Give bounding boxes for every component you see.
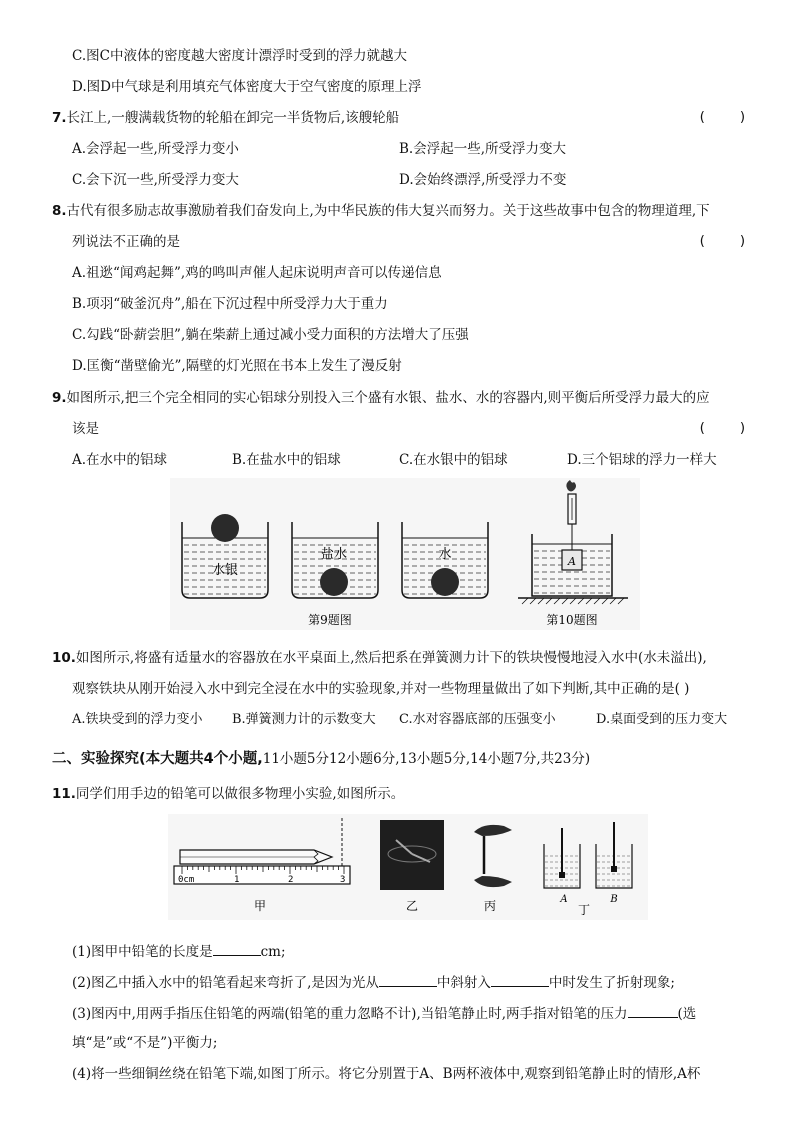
q7-option-a: A.会浮起一些,所受浮力变小 (72, 141, 239, 157)
q7-stem-text: 长江上,一艘满载货物的轮船在卸完一半货物后,该艘轮船 (66, 110, 400, 126)
q11-figure (168, 814, 648, 920)
q10-option-d: D.桌面受到的压力变大 (596, 712, 728, 727)
q11-part-1-unit: cm; (260, 944, 286, 960)
ruler-tick-3: 3 (340, 875, 346, 885)
q10-number: 10. (52, 650, 76, 666)
ruler-unit-label: 0cm (178, 875, 195, 885)
aluminum-ball-water (431, 568, 459, 596)
aluminum-ball-brine (320, 568, 348, 596)
q9-figure-caption: 第9题图 (308, 613, 352, 627)
fig-ding-label: 丁 (577, 903, 591, 917)
q8-number: 8. (52, 203, 67, 219)
q9-option-d: D.三个铝球的浮力一样大 (567, 452, 717, 468)
q8-option-c: C.勾践“卧薪尝胆”,躺在柴薪上通过减小受力面积的方法增大了压强 (72, 327, 469, 343)
q11-part-2-text-c: 中时发生了折射现象; (548, 975, 675, 991)
cup-a-label: A (560, 894, 568, 905)
q10-figure-caption: 第10题图 (546, 613, 598, 627)
label-mercury: 水银 (211, 563, 239, 578)
q10-option-a: A.铁块受到的浮力变小 (72, 712, 203, 727)
q10-stem-line2: 观察铁块从刚开始浸入水中到完全浸在水中的实验现象,并对一些物理量做出了如下判断,其中正确的是( ) (72, 681, 690, 697)
q11-part-2-blank-1[interactable] (379, 972, 437, 987)
q10-stem-text1: 如图所示,将盛有适量水的容器放在水平桌面上,然后把系在弹簧测力计下的铁块慢慢地浸入水中(水未溢出), (75, 650, 707, 666)
q11-stem-text: 同学们用手边的铅笔可以做很多物理小实验,如图所示。 (75, 786, 405, 802)
cup-b-label: B (610, 894, 618, 905)
q10-stem-line1 (52, 649, 707, 667)
label-water: 水 (438, 547, 452, 562)
q8-answer-bracket: ( ) (698, 233, 747, 249)
ruler-tick-2: 2 (288, 875, 294, 885)
q11-part-3-blank[interactable] (628, 1003, 678, 1018)
q7-option-b: B.会浮起一些,所受浮力变大 (399, 141, 567, 157)
q11-part-1 (72, 941, 286, 961)
q9-number: 9. (52, 390, 67, 406)
q11-stem (52, 785, 404, 803)
q6-option-c: C.图C中液体的密度越大密度计漂浮时受到的浮力就越大 (72, 48, 407, 64)
q11-number: 11. (52, 786, 76, 802)
q11-part-4: (4)将一些细铜丝绕在铅笔下端,如图丁所示。将它分别置于A、B两杯液体中,观察到铅笔静止时的情形,A杯 (72, 1066, 701, 1082)
q9-q10-figure (170, 478, 640, 630)
q8-option-a: A.祖逖“闻鸡起舞”,鸡的鸣叫声催人起床说明声音可以传递信息 (72, 265, 442, 281)
q9-stem-text1: 如图所示,把三个完全相同的实心铝球分别投入三个盛有水银、盐水、水的容器内,则平衡后所受浮力最大的应 (66, 390, 710, 406)
ruler-tick-1: 1 (234, 875, 240, 885)
section-2-title: 二、实验探究(本大题共4个小题, (52, 751, 263, 767)
q8-stem-line1 (52, 202, 710, 220)
ruler-icon (174, 866, 350, 884)
q11-part-2 (72, 972, 675, 992)
q9-option-c: C.在水银中的铝球 (399, 452, 508, 468)
aluminum-ball-mercury (211, 514, 239, 542)
section-2-scoring: 11小题5分12小题6分,13小题5分,14小题7分,共23分) (262, 751, 591, 767)
q6-option-d: D.图D中气球是利用填充气体密度大于空气密度的原理上浮 (72, 79, 422, 95)
q11-part-3-text-a: (3)图丙中,用两手指压住铅笔的两端(铅笔的重力忽略不计),当铅笔静止时,两手指对铅笔的压力 (72, 1006, 628, 1022)
q9-option-a: A.在水中的铝球 (72, 452, 168, 468)
q10-option-c: C.水对容器底部的压强变小 (399, 712, 556, 727)
q10-option-b: B.弹簧测力计的示数变大 (232, 712, 376, 727)
label-brine: 盐水 (320, 547, 348, 562)
q8-stem-text1: 古代有很多励志故事激励着我们奋发向上,为中华民族的伟大复兴而努力。关于这些故事中包含的物理道理,下 (66, 203, 710, 219)
q11-part-3-line2: 填“是”或“不是”)平衡力; (72, 1035, 218, 1051)
q8-option-b: B.项羽“破釜沉舟”,船在下沉过程中所受浮力大于重力 (72, 296, 388, 312)
fig-yi-label: 乙 (405, 899, 419, 913)
q8-option-d: D.匡衡“凿壁偷光”,隔壁的灯光照在书本上发生了漫反射 (72, 358, 402, 374)
q9-stem-line1 (52, 389, 710, 407)
q7-number: 7. (52, 110, 67, 126)
q7-option-c: C.会下沉一些,所受浮力变大 (72, 172, 239, 188)
q11-part-2-text-b: 中斜射入 (436, 975, 491, 991)
q11-part-3-text-b: (选 (677, 1006, 697, 1022)
q7-option-d: D.会始终漂浮,所受浮力不变 (399, 172, 567, 188)
section-2-heading (52, 747, 590, 768)
q9-answer-bracket: ( ) (698, 420, 747, 436)
q11-part-1-text: (1)图甲中铅笔的长度是 (72, 944, 213, 960)
q7-stem (52, 109, 399, 127)
q11-part-1-blank[interactable] (213, 941, 261, 956)
q11-part-3-line1 (72, 1003, 696, 1023)
fig-jia-label: 甲 (253, 899, 267, 913)
q7-answer-bracket: ( ) (698, 109, 747, 125)
q8-stem-line2: 列说法不正确的是 (72, 234, 180, 250)
q9-option-b: B.在盐水中的铝球 (232, 452, 341, 468)
q11-part-2-text-a: (2)图乙中插入水中的铅笔看起来弯折了,是因为光从 (72, 975, 379, 991)
q11-part-2-blank-2[interactable] (491, 972, 549, 987)
q9-stem-line2: 该是 (72, 421, 99, 437)
label-block-a: A (568, 555, 576, 568)
fig-bing-label: 丙 (483, 899, 497, 913)
